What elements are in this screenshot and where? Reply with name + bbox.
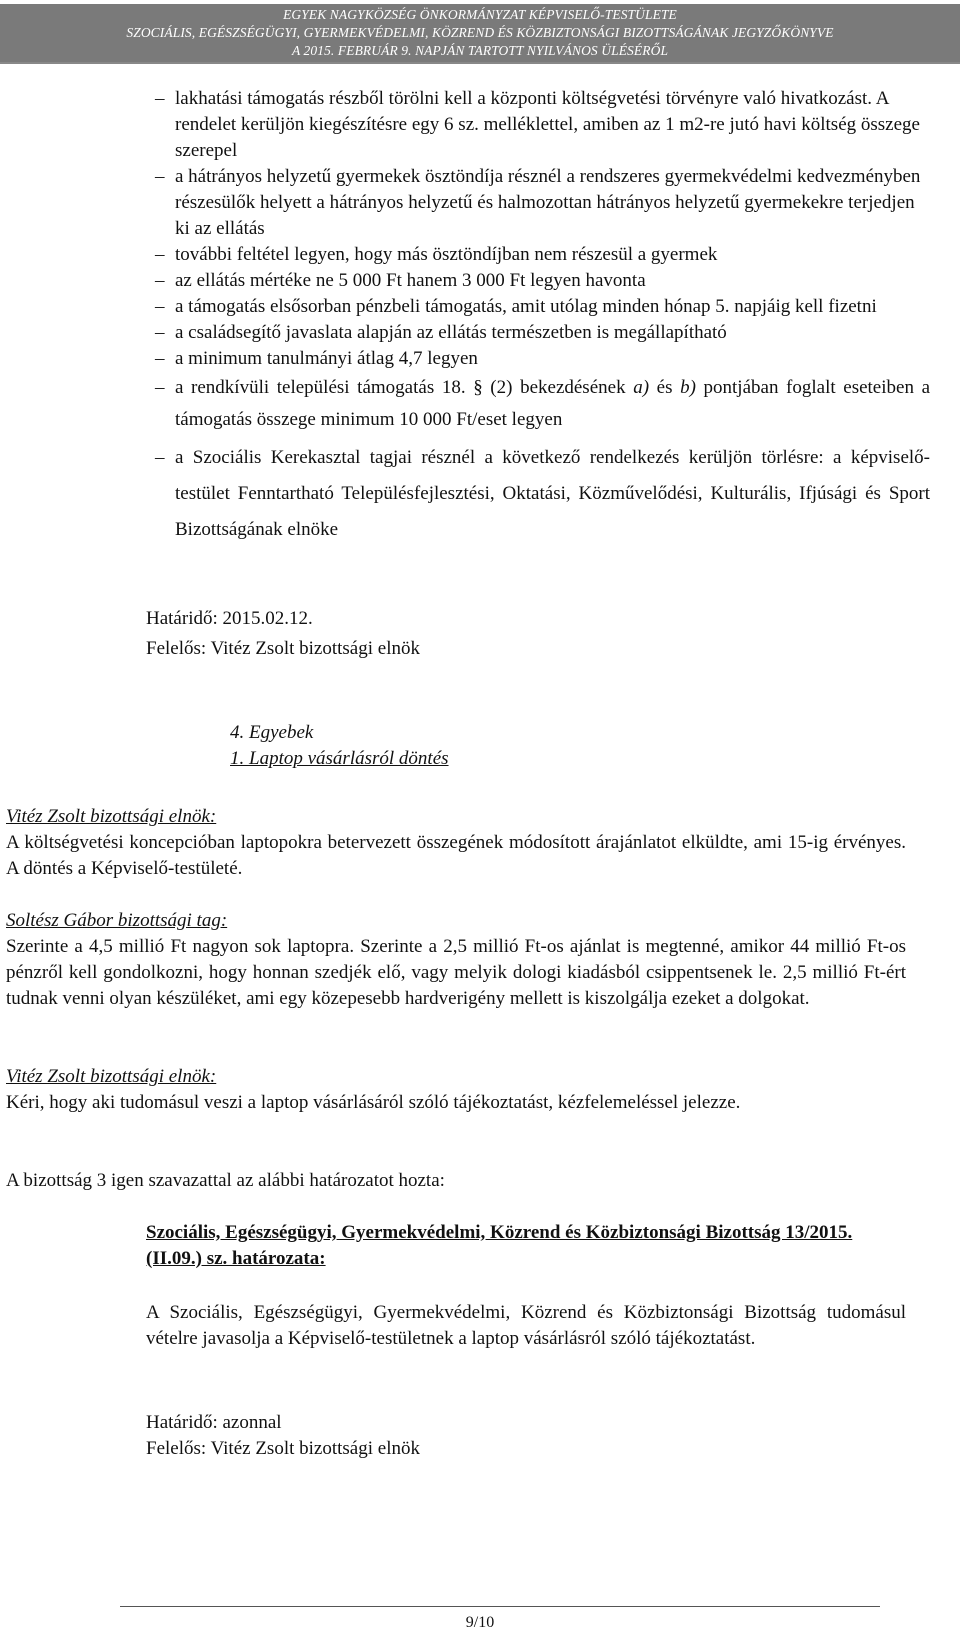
list-item: – a Szociális Kerekasztal tagjai résznél a következő rendelkezés kerüljön törlésre: a képviselő-testület Fenntartható Településfejlesztési, Oktatási, Közművelődési, Kulturális, Ifjúsági és Sport Bizottságának elnöke xyxy=(155,440,930,548)
page-number: 9/10 xyxy=(465,1614,495,1631)
document-header xyxy=(0,4,960,63)
header-rule xyxy=(0,62,960,64)
amendment-list xyxy=(155,86,930,548)
list-item: – a hátrányos helyzetű gyermekek ösztöndíja résznél a rendszeres gyermekvédelmi kedvezményben részesülők helyett a hátrányos helyzetű és halmozottan hátrányos helyzetű gyermekekre terjedjen ki az ellátás xyxy=(155,164,930,242)
agenda-item-1: 1. Laptop vásárlásról döntés xyxy=(230,748,449,769)
item8-suffix: pontjában foglalt eseteiben a támogatás összege minimum 10 000 Ft/eset legyen xyxy=(175,377,931,430)
item8-prefix: a rendkívüli települési támogatás 18. § (2) bekezdésének xyxy=(175,377,634,398)
speech-text: A költségvetési koncepcióban laptopokra betervezett összegének módosított árajánlatot elküldte, ami 15-ig érvényes. A döntés a Képviselő-testületé. xyxy=(6,832,906,879)
resolution-text: A Szociális, Egészségügyi, Gyermekvédelmi, Közrend és Közbiztonsági Bizottság tudomásul vételre javasolja a Képviselő-testületnek a laptop vásárlásról szóló tájékoztatást. xyxy=(146,1302,906,1349)
speech-text: Kéri, hogy aki tudomásul veszi a laptop vásárlásáról szóló tájékoztatást, kézfelemeléssel jelezze. xyxy=(6,1092,741,1113)
speaker-name: Vitéz Zsolt bizottsági elnök: xyxy=(6,806,217,827)
list-item: – az ellátás mértéke ne 5 000 Ft hanem 3 000 Ft legyen havonta xyxy=(155,268,930,294)
list-item: – lakhatási támogatás részből törölni kell a központi költségvetési törvényre való hivatkozást. A rendelet kerüljön kiegészítésre egy 6 sz. melléklettel, amiben az 1 m2-re jutó havi költség összege szerepel xyxy=(155,86,930,164)
header-line-1: EGYEK NAGYKÖZSÉG ÖNKORMÁNYZAT KÉPVISELŐ-TESTÜLETE xyxy=(283,7,677,22)
responsible-1: Felelős: Vitéz Zsolt bizottsági elnök xyxy=(146,638,420,659)
header-line-2: SZOCIÁLIS, EGÉSZSÉGÜGYI, GYERMEKVÉDELMI, KÖZREND ÉS KÖZBIZTONSÁGI BIZOTTSÁGÁNAK JEGYZŐKÖNYVE xyxy=(126,25,834,40)
speaker-name: Soltész Gábor bizottsági tag: xyxy=(6,910,228,931)
deadline-1: Határidő: 2015.02.12. xyxy=(146,608,313,629)
list-item: – a minimum tanulmányi átlag 4,7 legyen xyxy=(155,346,930,372)
item8-b: b) xyxy=(680,377,696,398)
vote-statement: A bizottság 3 igen szavazattal az alábbi határozatot hozta: xyxy=(6,1170,445,1191)
resolution-deadline: Határidő: azonnal xyxy=(146,1412,282,1433)
item8-mid: és xyxy=(649,377,681,398)
header-line-3: A 2015. FEBRUÁR 9. NAPJÁN TARTOTT NYILVÁNOS ÜLÉSÉRŐL xyxy=(291,43,669,58)
speech-text: Szerinte a 4,5 millió Ft nagyon sok laptopra. Szerinte a 2,5 millió Ft-os ajánlat is megtenné, amikor 44 millió Ft-os pénzről kell gondolkozni, hogy honnan szedjék elő, vagy melyik dologi kiadásból csippentsenek le. 2,5 millió Ft-ért tudnak venni olyan készüléket, ami egy közepesebb hardverigény mellett is kiszolgálja ezeket a dolgokat. xyxy=(6,936,906,1009)
footer-rule xyxy=(120,1606,880,1607)
resolution-title: Szociális, Egészségügyi, Gyermekvédelmi, Közrend és Közbiztonsági Bizottság 13/2015.(II.09.) sz. határozata: xyxy=(146,1222,853,1269)
resolution-responsible: Felelős: Vitéz Zsolt bizottsági elnök xyxy=(146,1438,420,1459)
speaker-name: Vitéz Zsolt bizottsági elnök: xyxy=(6,1066,217,1087)
list-item: – további feltétel legyen, hogy más ösztöndíjban nem részesül a gyermek xyxy=(155,242,930,268)
list-item: – a támogatás elsősorban pénzbeli támogatás, amit utólag minden hónap 5. napjáig kell fizetni xyxy=(155,294,930,320)
agenda-item-4: 4. Egyebek xyxy=(230,722,314,743)
item8-a: a) xyxy=(633,377,650,398)
list-item: – a családsegítő javaslata alapján az ellátás természetben is megállapítható xyxy=(155,320,930,346)
list-item xyxy=(155,372,930,436)
